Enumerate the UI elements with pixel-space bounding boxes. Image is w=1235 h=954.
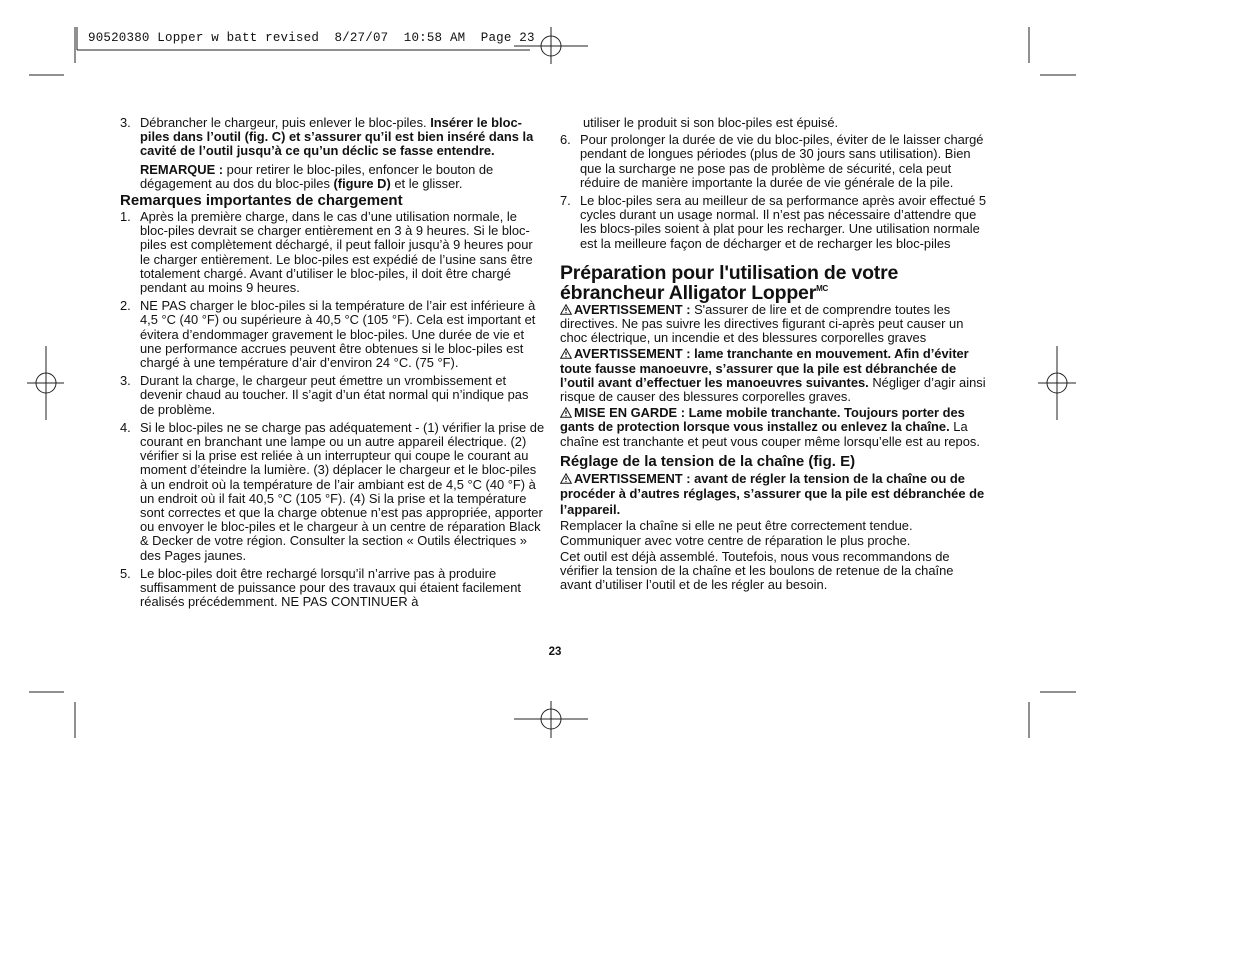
file-slug: 90520380 Lopper w batt revised 8/27/07 10:58 AM Page 23 [88, 31, 535, 45]
warning-read-instructions: AVERTISSEMENT : S'assurer de lire et de comprendre toutes les directives. Ne pas suivre les directives figurant ci-après peut causer un choc électrique, un incendie et des blessures corporelles graves [560, 301, 964, 346]
crop-mark-bottom-left [29, 692, 75, 738]
replace-chain-paragraph: Remplacer la chaîne si elle ne peut être correctement tendue. Communiquer avec votre centre de réparation le plus proche. [560, 518, 913, 548]
list-item: 3. Durant la charge, le chargeur peut émettre un vrombissement et devenir chaud au toucher. Il s’agit d’un état normal qui n’indique pas de problème. [120, 373, 529, 417]
section-title: Préparation pour l'utilisation de votre ébrancheur Alligator Lopper$^{MC}$ [560, 261, 899, 304]
crop-mark-top-right [1029, 27, 1076, 75]
crop-mark-bottom-right [1029, 692, 1076, 738]
page-number: 23 [548, 646, 562, 658]
warning-triangle-icon [560, 473, 572, 484]
list-item: 3. Débrancher le chargeur, puis enlever le bloc-piles. Insérer le bloc-piles dans l’outil (fig. C) et s’assurer qu’il est bien inséré dans la cavité de l’outil jusqu’à ce qu’un déclic se fasse entendre. [120, 115, 534, 159]
charging-steps-continued [120, 116, 545, 159]
warning-moving-blade: AVERTISSEMENT : lame tranchante en mouvement. Afin d’éviter toute fausse manoeuvre, s’assurer que la pile est débranchée de l’outil avant d’effectuer les manoeuvres suivantes. Négliger d’agir ainsi risque de causer des blessures corporelles graves. [560, 346, 986, 405]
right-column [560, 116, 988, 592]
warning-triangle-icon [560, 304, 572, 315]
caution-sharp-blade: MISE EN GARDE : Lame mobile tranchante. Toujours porter des gants de protection lorsque vous installez ou enlevez la chaîne. La chaîne est tranchante et peut vous couper même lorsqu’elle est au repos. [560, 405, 980, 449]
warning-triangle-icon [560, 407, 572, 418]
continued-text: utiliser le produit si son bloc-piles est épuisé. [583, 115, 839, 130]
left-column [120, 116, 545, 614]
list-item: 6. Pour prolonger la durée de vie du bloc-piles, éviter de le laisser chargé pendant de longues périodes (plus de 30 jours sans utilisation). Bien que la surcharge ne pose pas de problème de sécurité, cela peut réduire de manière importante la durée de vie générale de la pile. [560, 132, 984, 190]
list-item: 2. NE PAS charger le bloc-piles si la température de l’air est inférieure à 4,5 °C (40 °F) ou supérieure à 40,5 °C (105 °F). Cela est important et évitera d’endommager gravement le bloc-piles. Une durée de vie et une performance accrues peuvent être obtenues si le bloc-piles est chargé à une température d’air d’environ 24 °C. (75 °F). [120, 298, 536, 371]
assembled-tool-paragraph: Cet outil est déjà assemblé. Toutefois, nous vous recommandons de vérifier la tension de la chaîne et les boulons de retenue de la chaîne avant d’utiliser l’outil et de les régler au besoin. [560, 548, 954, 593]
chain-tension-heading: Réglage de la tension de la chaîne (fig. E) [560, 452, 856, 470]
warning-before-adjusting: AVERTISSEMENT : avant de régler la tension de la chaîne ou de procéder à d’autres réglages, s’assurer que la pile est débranchée de l’appareil. [560, 470, 985, 517]
registration-mark-bottom [514, 701, 588, 738]
registration-mark-right [1038, 346, 1076, 420]
list-item: 5. Le bloc-piles doit être rechargé lorsqu’il n’arrive pas à produire suffisamment de puissance pour des travaux qui étaient facilement réalisés précédemment. NE PAS CONTINUER à [120, 565, 521, 610]
warning-triangle-icon [560, 348, 572, 359]
charging-notes-list-continued [560, 133, 988, 251]
registration-mark-left [27, 346, 64, 420]
list-item: 7. Le bloc-piles sera au meilleur de sa performance après avoir effectué 5 cycles durant un usage normal. Il n’est pas nécessaire d’attendre que les blocs-piles soient à plat pour les recharger. Une utilisation normale est la meilleure façon de décharger et de recharger les bloc-piles [560, 193, 987, 251]
list-item: 1. Après la première charge, dans le cas d’une utilisation normale, le bloc-piles devrait se charger entièrement en 3 à 9 heures. Si le bloc-piles est complètement déchargé, il peut falloir jusqu’à 9 heures pour le charger entièrement. Le bloc-piles est expédié de l’usine sans être totalement chargé. Avant d’utiliser le bloc-piles, il doit être chargé pendant au moins 9 heures. [120, 209, 533, 296]
crop-mark-top-left [29, 27, 75, 75]
remarque-note: REMARQUE : pour retirer le bloc-piles, enfoncer le bouton de dégagement au dos du bloc-piles (figure D) et le glisser. [140, 161, 494, 191]
list-item: 4. Si le bloc-piles ne se charge pas adéquatement - (1) vérifier la prise de courant en branchant une lampe ou un autre appareil électrique. (2) vérifier si la prise est reliée à un interrupteur qui coupe le courant au moment d’éteindre la lumière. (3) déplacer le chargeur et le bloc-piles à un endroit où la température de l’air ambiant est de 4,5 °C (40 °F) à un endroit où il fait 40,5 °C (105 °F). (4) Si la prise et la température sont correctes et que la charge obtenue n’est pas appropriée, apporter ou envoyer le bloc-piles et le chargeur à un centre de réparation Black & Decker de votre région. Consulter la section « Outils électriques » des Pages jaunes. [120, 419, 545, 563]
charging-notes-list [120, 210, 545, 609]
charging-notes-heading: Remarques importantes de chargement [120, 192, 403, 210]
